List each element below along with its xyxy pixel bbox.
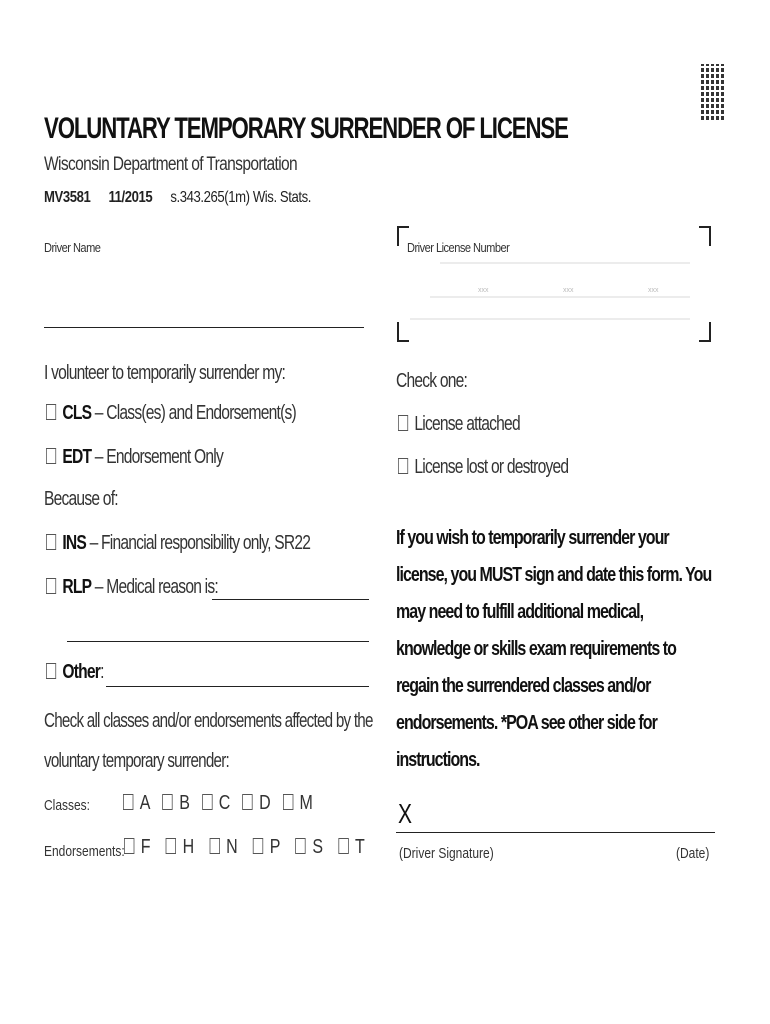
driver-name-field[interactable] (44, 327, 364, 328)
driver-signature-label: (Driver Signature) (399, 845, 494, 862)
license-lost-checkbox[interactable] (398, 458, 408, 474)
form-meta (44, 189, 370, 207)
ins-checkbox[interactable] (46, 534, 56, 550)
edt-text: – Endorsement Only (91, 446, 223, 468)
ins-option[interactable] (46, 532, 385, 555)
endorsements-row (124, 836, 424, 859)
rlp-checkbox[interactable] (46, 578, 56, 594)
signature-x-mark: X (398, 798, 413, 829)
class-c-label: C (218, 792, 230, 814)
license-number-label: Driver License Number (407, 240, 510, 255)
endorsement-n-checkbox[interactable] (209, 838, 219, 854)
endorsement-f-option[interactable] (124, 836, 150, 858)
edt-checkbox[interactable] (46, 448, 56, 464)
license-box-corner-br (699, 322, 711, 342)
class-a-label: A (139, 792, 150, 814)
ins-text: – Financial responsibility only, SR22 (86, 532, 311, 554)
class-d-label: D (259, 792, 270, 814)
statute: s.343.265(1m) Wis. Stats. (170, 189, 311, 206)
endorsements-label: Endorsements: (44, 843, 125, 860)
form-title: VOLUNTARY TEMPORARY SURRENDER OF LICENSE (44, 112, 568, 145)
license-digit-group-1: xxx (478, 287, 489, 294)
endorsement-h-checkbox[interactable] (166, 838, 176, 854)
cls-text: – Class(es) and Endorsement(s) (91, 402, 296, 424)
because-label: Because of: (44, 488, 118, 510)
other-option[interactable] (46, 661, 120, 684)
license-lost-label: License lost or destroyed (414, 456, 569, 478)
license-attached-option[interactable] (398, 413, 554, 436)
cls-code: CLS (62, 402, 92, 424)
endorsement-t-checkbox[interactable] (338, 838, 348, 854)
cls-option[interactable] (46, 402, 366, 425)
volunteer-label: I volunteer to temporarily surrender my: (44, 362, 286, 384)
signature-notice: If you wish to temporarily surrender your license, you MUST sign and date this form. You may need to fulfill additional medical, knowledge or skills exam requirements to regain the surrendered classes and/or endorsements. *POA see other side for instructions. (396, 527, 712, 771)
class-m-label: M (299, 792, 313, 814)
class-b-option[interactable] (162, 792, 189, 814)
department-name: Wisconsin Department of Transportation (44, 154, 298, 175)
endorsement-h-label: H (182, 836, 194, 858)
other-reason-field[interactable] (106, 686, 369, 687)
license-lost-option[interactable] (398, 456, 616, 479)
form-number: MV3581 (44, 189, 91, 206)
class-m-option[interactable] (283, 792, 312, 814)
endorsement-h-option[interactable] (166, 836, 194, 858)
endorsement-s-option[interactable] (296, 836, 323, 858)
license-attached-checkbox[interactable] (398, 415, 408, 431)
other-checkbox[interactable] (46, 663, 56, 679)
license-digit-group-2: xxx (563, 287, 574, 294)
class-d-checkbox[interactable] (242, 794, 252, 810)
check-one-label: Check one: (396, 370, 468, 392)
driver-name-label: Driver Name (44, 240, 101, 255)
endorsement-p-label: P (269, 836, 280, 858)
class-c-option[interactable] (202, 792, 230, 814)
form-date: 11/2015 (108, 189, 153, 206)
edt-option[interactable] (46, 446, 273, 469)
class-d-option[interactable] (242, 792, 270, 814)
signature-field[interactable] (396, 832, 715, 833)
cls-checkbox[interactable] (46, 404, 56, 420)
classes-label: Classes: (44, 797, 91, 814)
other-colon: : (100, 661, 104, 683)
check-all-instruction-line1: Check all classes and/or endorsements affected by the (44, 710, 373, 732)
rlp-code: RLP (62, 576, 92, 598)
license-digit-group-3: xxx (648, 287, 659, 294)
ins-code: INS (62, 532, 87, 554)
medical-reason-field-line2[interactable] (67, 641, 369, 642)
rlp-option[interactable] (46, 576, 266, 599)
classes-row (123, 792, 359, 815)
check-all-instruction-line2: voluntary temporary surrender: (44, 750, 230, 772)
license-box-corner-bl (397, 322, 409, 342)
class-a-checkbox[interactable] (123, 794, 133, 810)
endorsement-f-label: F (140, 836, 150, 858)
other-label: Other (62, 661, 101, 683)
endorsement-s-label: S (312, 836, 323, 858)
endorsement-s-checkbox[interactable] (296, 838, 306, 854)
medical-reason-field[interactable] (212, 599, 369, 600)
class-b-checkbox[interactable] (162, 794, 172, 810)
license-attached-label: License attached (414, 413, 520, 435)
license-box-corner-tr (699, 226, 711, 246)
endorsement-f-checkbox[interactable] (124, 838, 134, 854)
endorsement-n-label: N (226, 836, 237, 858)
endorsement-n-option[interactable] (209, 836, 237, 858)
class-c-checkbox[interactable] (202, 794, 212, 810)
endorsement-p-option[interactable] (253, 836, 280, 858)
edt-code: EDT (62, 446, 92, 468)
endorsement-t-option[interactable] (338, 836, 364, 858)
endorsement-t-label: T (355, 836, 365, 858)
endorsement-p-checkbox[interactable] (253, 838, 263, 854)
class-a-option[interactable] (123, 792, 150, 814)
date-label: (Date) (676, 845, 710, 862)
rlp-text: – Medical reason is: (91, 576, 218, 598)
class-b-label: B (179, 792, 190, 814)
class-m-checkbox[interactable] (283, 794, 293, 810)
